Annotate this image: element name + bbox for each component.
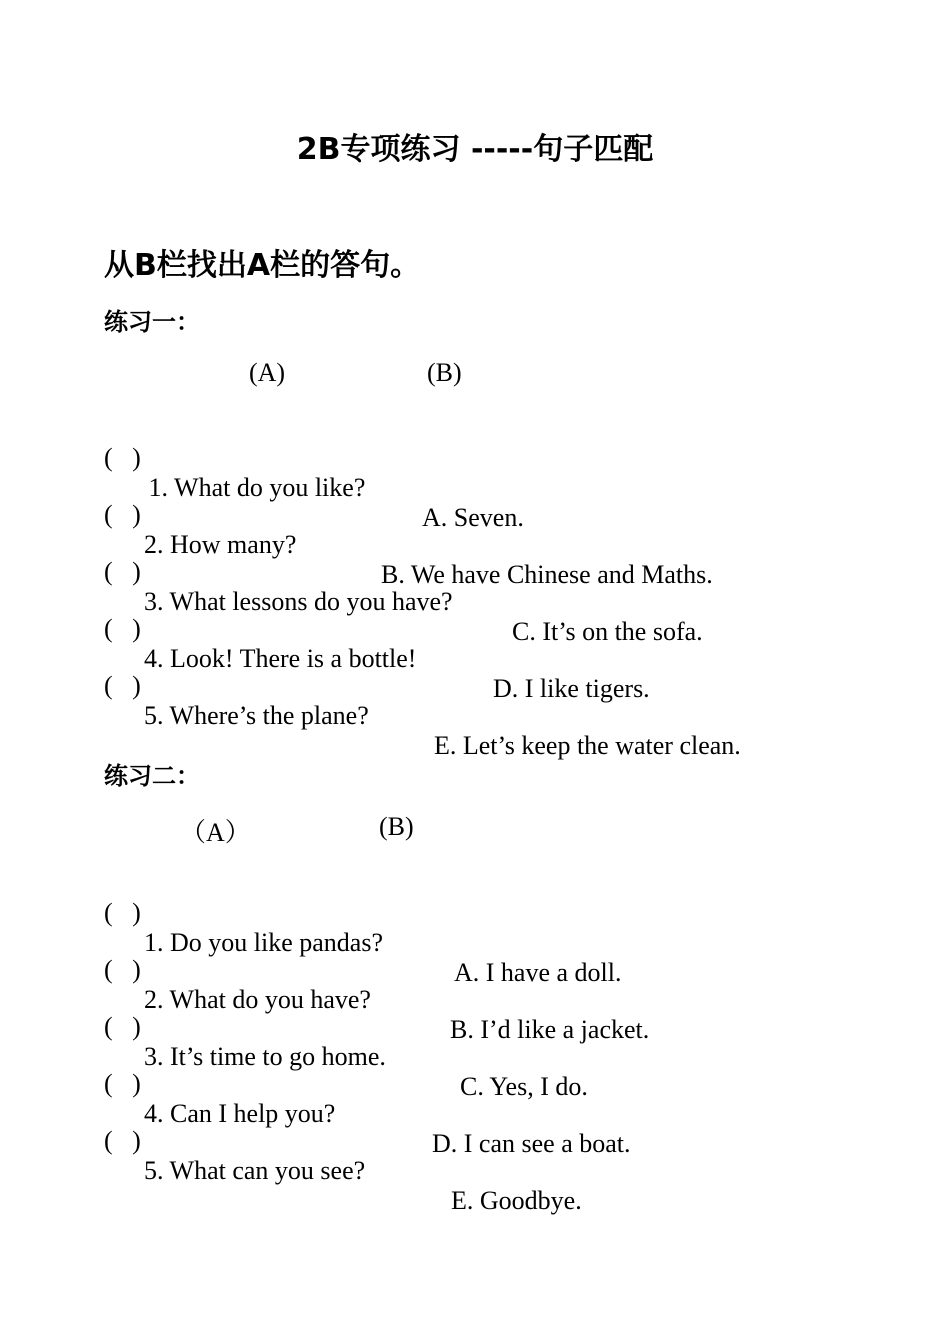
exercise1-heading: 练习一： [104,308,200,336]
instruction: 从B栏找出A栏的答句。 [104,248,421,283]
question: 5. What can you see? [144,1156,366,1185]
answer: D. I can see a boat. [432,1129,631,1158]
answer: A. Seven. [422,503,524,532]
question: 2. What do you have? [144,985,371,1014]
answer: B. We have Chinese and Maths. [381,560,713,589]
answer-blank: ( ) [104,614,141,643]
answer-blank: ( ) [104,671,141,700]
answer: E. Let’s keep the water clean. [434,731,741,760]
answer-blank: ( ) [104,1012,141,1041]
answer: C. Yes, I do. [460,1072,588,1101]
question: 4. Can I help you? [144,1099,336,1128]
question: 3. What lessons do you have? [144,587,453,616]
page-title: 2B专项练习 -----句子匹配 [296,132,654,167]
exercise2-heading: 练习二： [104,762,200,790]
answer-blank: ( ) [104,955,141,984]
answer-blank: ( ) [104,443,141,472]
answer-blank: ( ) [104,898,141,927]
exercise2-col-a: （A） [180,818,251,847]
question: 5. Where’s the plane? [144,701,369,730]
question: 1. Do you like pandas? [144,928,384,957]
answer-blank: ( ) [104,1069,141,1098]
answer-blank: ( ) [104,557,141,586]
answer-blank: ( ) [104,1126,141,1155]
exercise2-col-b: (B) [379,812,414,841]
answer: A. I have a doll. [454,958,622,987]
answer: B. I’d like a jacket. [450,1015,650,1044]
question: 2. How many? [144,530,297,559]
answer: C. It’s on the sofa. [512,617,703,646]
question: 1. What do you like? [142,473,366,502]
question: 3. It’s time to go home. [144,1042,386,1071]
exercise1-col-a: (A) [249,358,286,387]
answer: D. I like tigers. [493,674,650,703]
question: 4. Look! There is a bottle! [144,644,417,673]
answer-blank: ( ) [104,500,141,529]
answer: E. Goodbye. [451,1186,582,1215]
exercise1-col-b: (B) [427,358,462,387]
